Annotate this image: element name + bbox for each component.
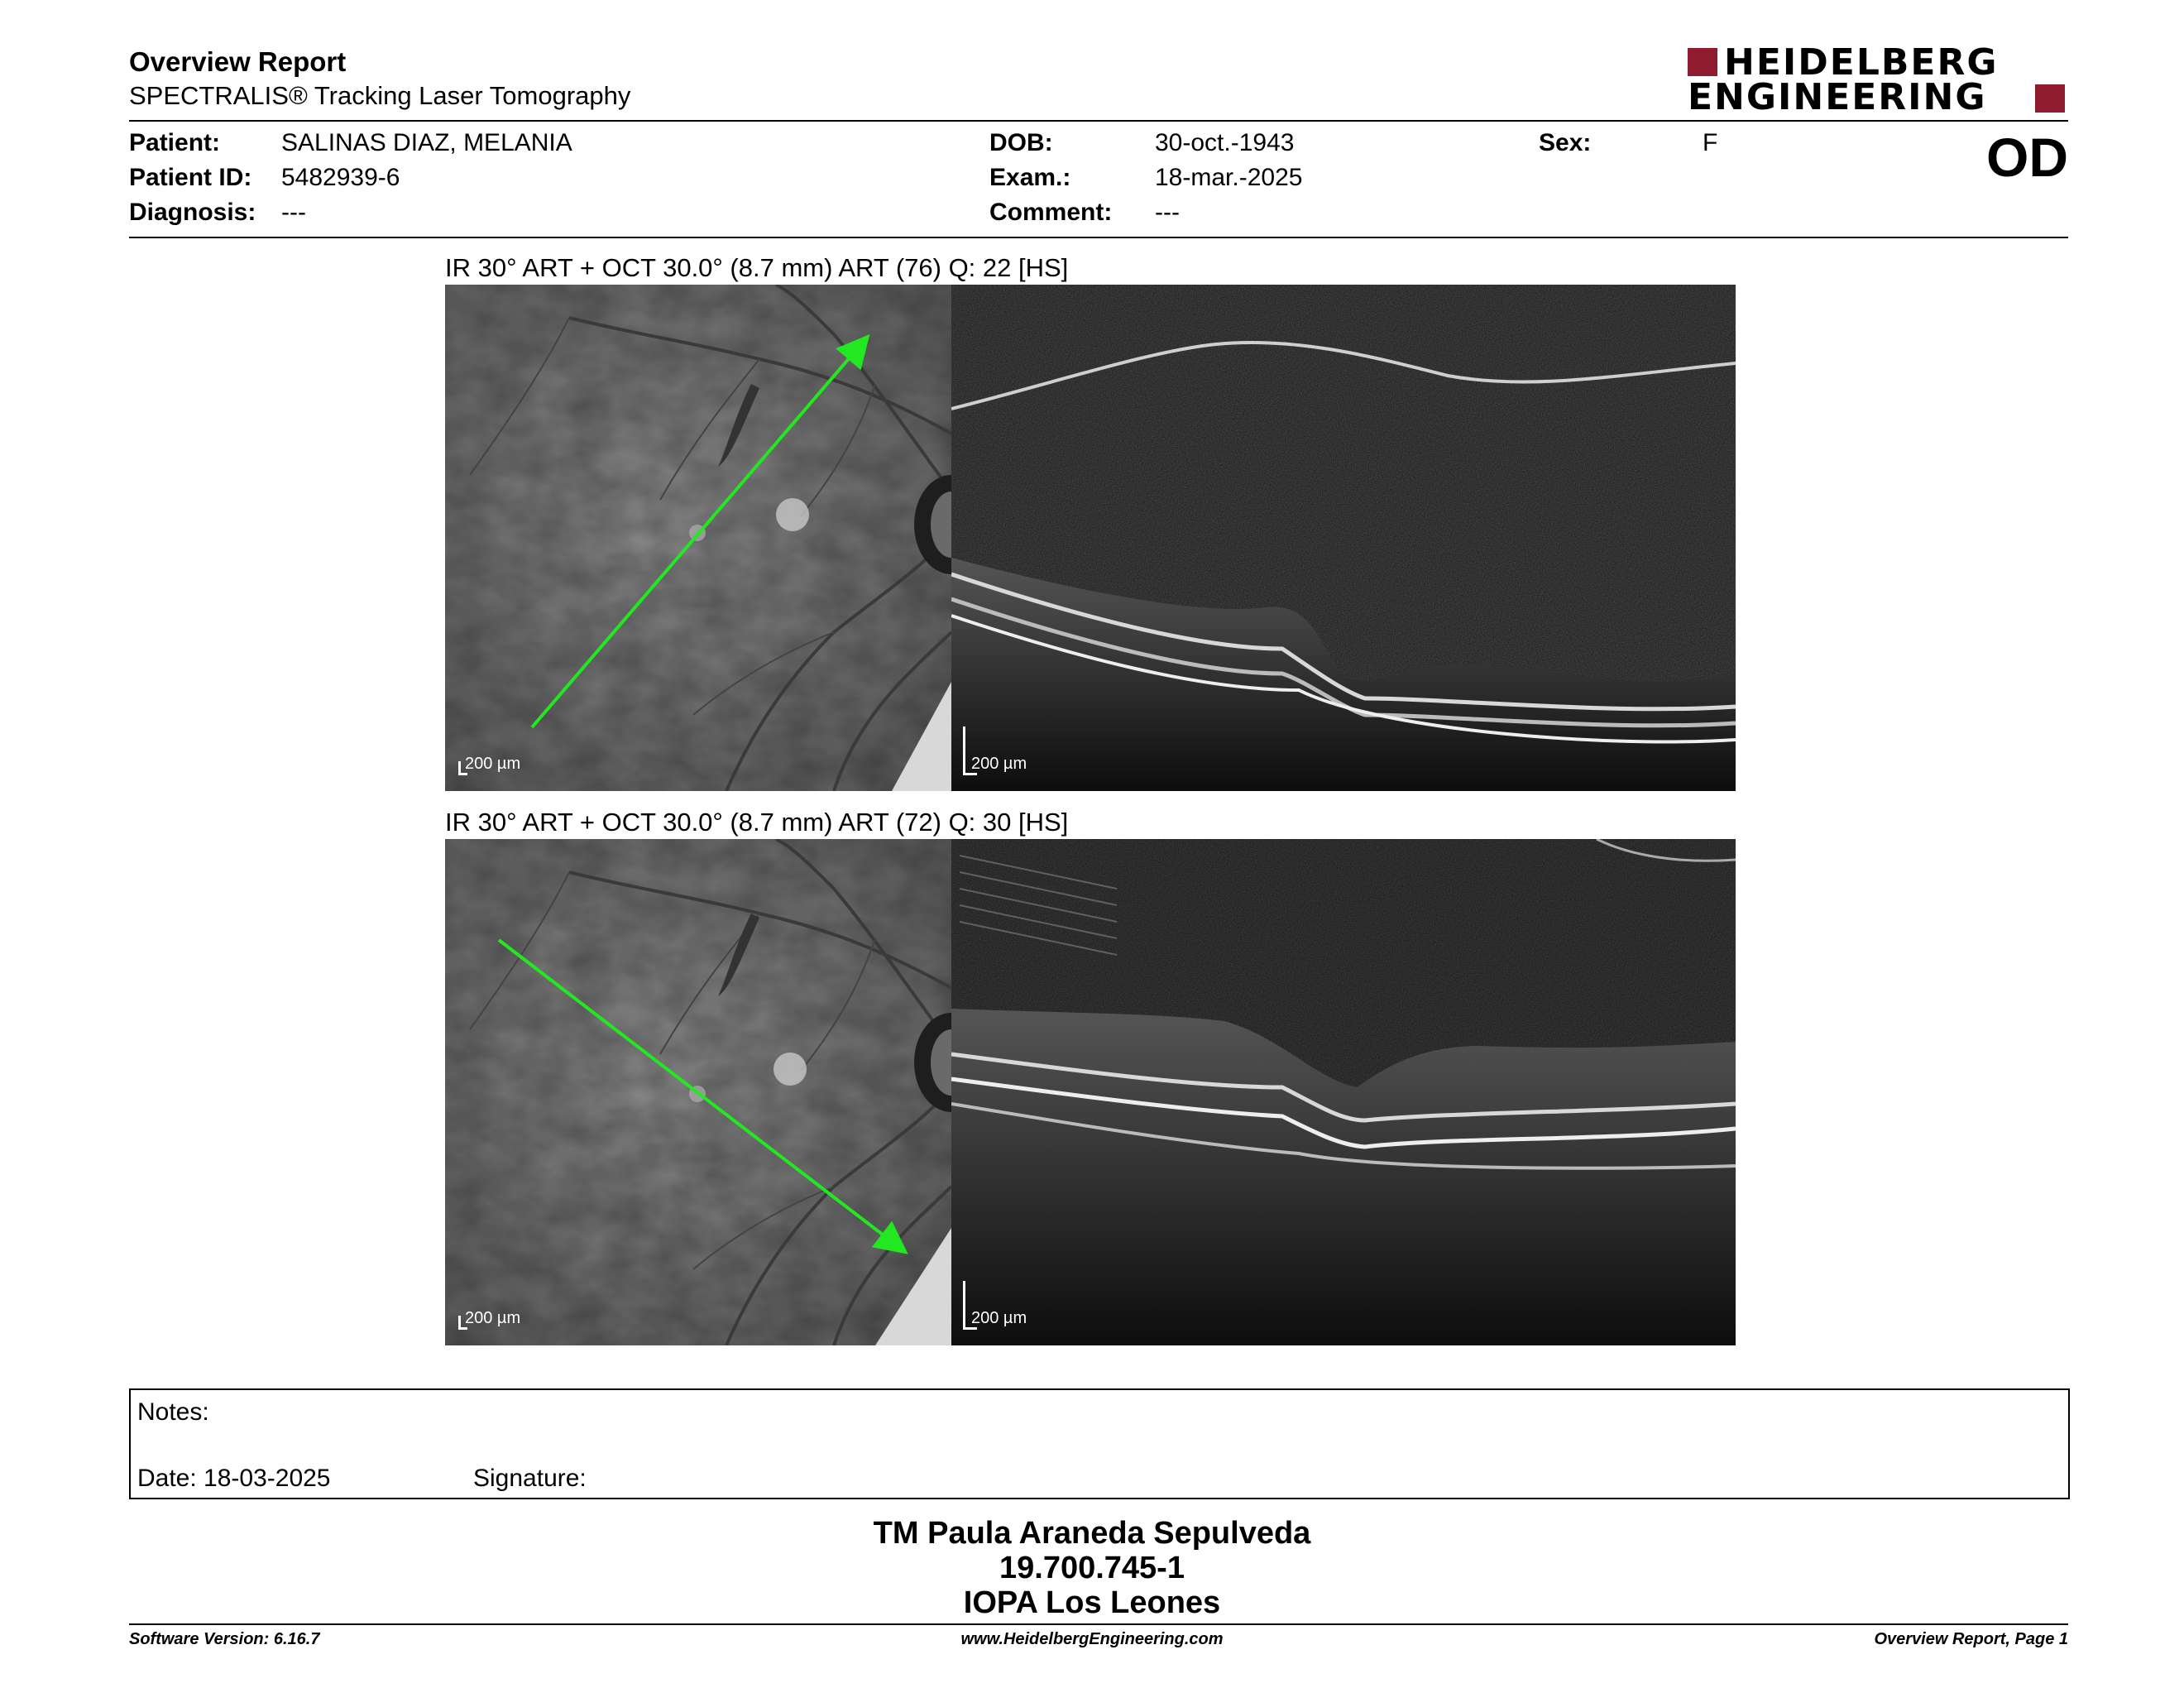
comment-label: Comment: (989, 199, 1113, 226)
dob-value: 30-oct.-1943 (1155, 129, 1295, 156)
scan-2-caption: IR 30° ART + OCT 30.0° (8.7 mm) ART (72) Q: 30 [HS] (445, 808, 1069, 837)
notes-label: Notes: (137, 1398, 209, 1426)
report-subtitle: SPECTRALIS® Tracking Laser Tomography (129, 81, 631, 110)
logo-line2: ENGINEERING (1688, 76, 1987, 118)
sex-value: F (1703, 129, 1718, 156)
signer-org: IOPA Los Leones (963, 1585, 1221, 1620)
info-divider (129, 237, 2068, 238)
scan-2-ir-fundus-image (445, 839, 951, 1345)
logo-square-icon (1688, 48, 1717, 76)
notes-date: Date: 18-03-2025 (137, 1465, 331, 1492)
software-version: Software Version: 6.16.7 (129, 1630, 320, 1648)
signer-name: TM Paula Araneda Sepulveda (873, 1516, 1311, 1551)
patient-name: SALINAS DIAZ, MELANIA (281, 129, 572, 156)
eye-indicator: OD (1986, 127, 2068, 188)
scan-2-oct-bscan-image (951, 839, 1736, 1345)
scan-2-ir-scale: 200 µm (465, 1309, 521, 1327)
exam-label: Exam.: (989, 164, 1071, 191)
scan-1-oct-scale: 200 µm (971, 755, 1027, 773)
diagnosis-value: --- (281, 199, 306, 226)
patient-id: 5482939-6 (281, 164, 400, 191)
dob-label: DOB: (989, 129, 1053, 156)
logo-line1: HEIDELBERG (1724, 41, 1999, 84)
signature-label: Signature: (473, 1465, 587, 1492)
comment-value: --- (1155, 199, 1180, 226)
website-link[interactable]: www.HeidelbergEngineering.com (960, 1630, 1224, 1648)
diagnosis-label: Diagnosis: (129, 199, 256, 226)
notes-box (129, 1388, 2070, 1499)
page-indicator: Overview Report, Page 1 (1874, 1630, 2068, 1648)
scan-1-ir-scale: 200 µm (465, 755, 521, 773)
report-title: Overview Report (129, 46, 347, 77)
exam-value: 18-mar.-2025 (1155, 164, 1303, 191)
sex-label: Sex: (1539, 129, 1592, 156)
logo-square-icon (2035, 84, 2065, 113)
footer-divider (129, 1623, 2068, 1625)
scan-1-caption: IR 30° ART + OCT 30.0° (8.7 mm) ART (76) Q: 22 [HS] (445, 253, 1069, 282)
signer-id: 19.700.745-1 (999, 1551, 1185, 1585)
scan-2-oct-scale: 200 µm (971, 1309, 1027, 1327)
header-divider (129, 120, 2068, 122)
heidelberg-logo (1688, 41, 2068, 118)
patient-label: Patient: (129, 129, 221, 156)
scan-1-ir-fundus-image (445, 285, 951, 791)
patient-id-label: Patient ID: (129, 164, 252, 191)
scan-1-oct-bscan-image (951, 285, 1736, 791)
